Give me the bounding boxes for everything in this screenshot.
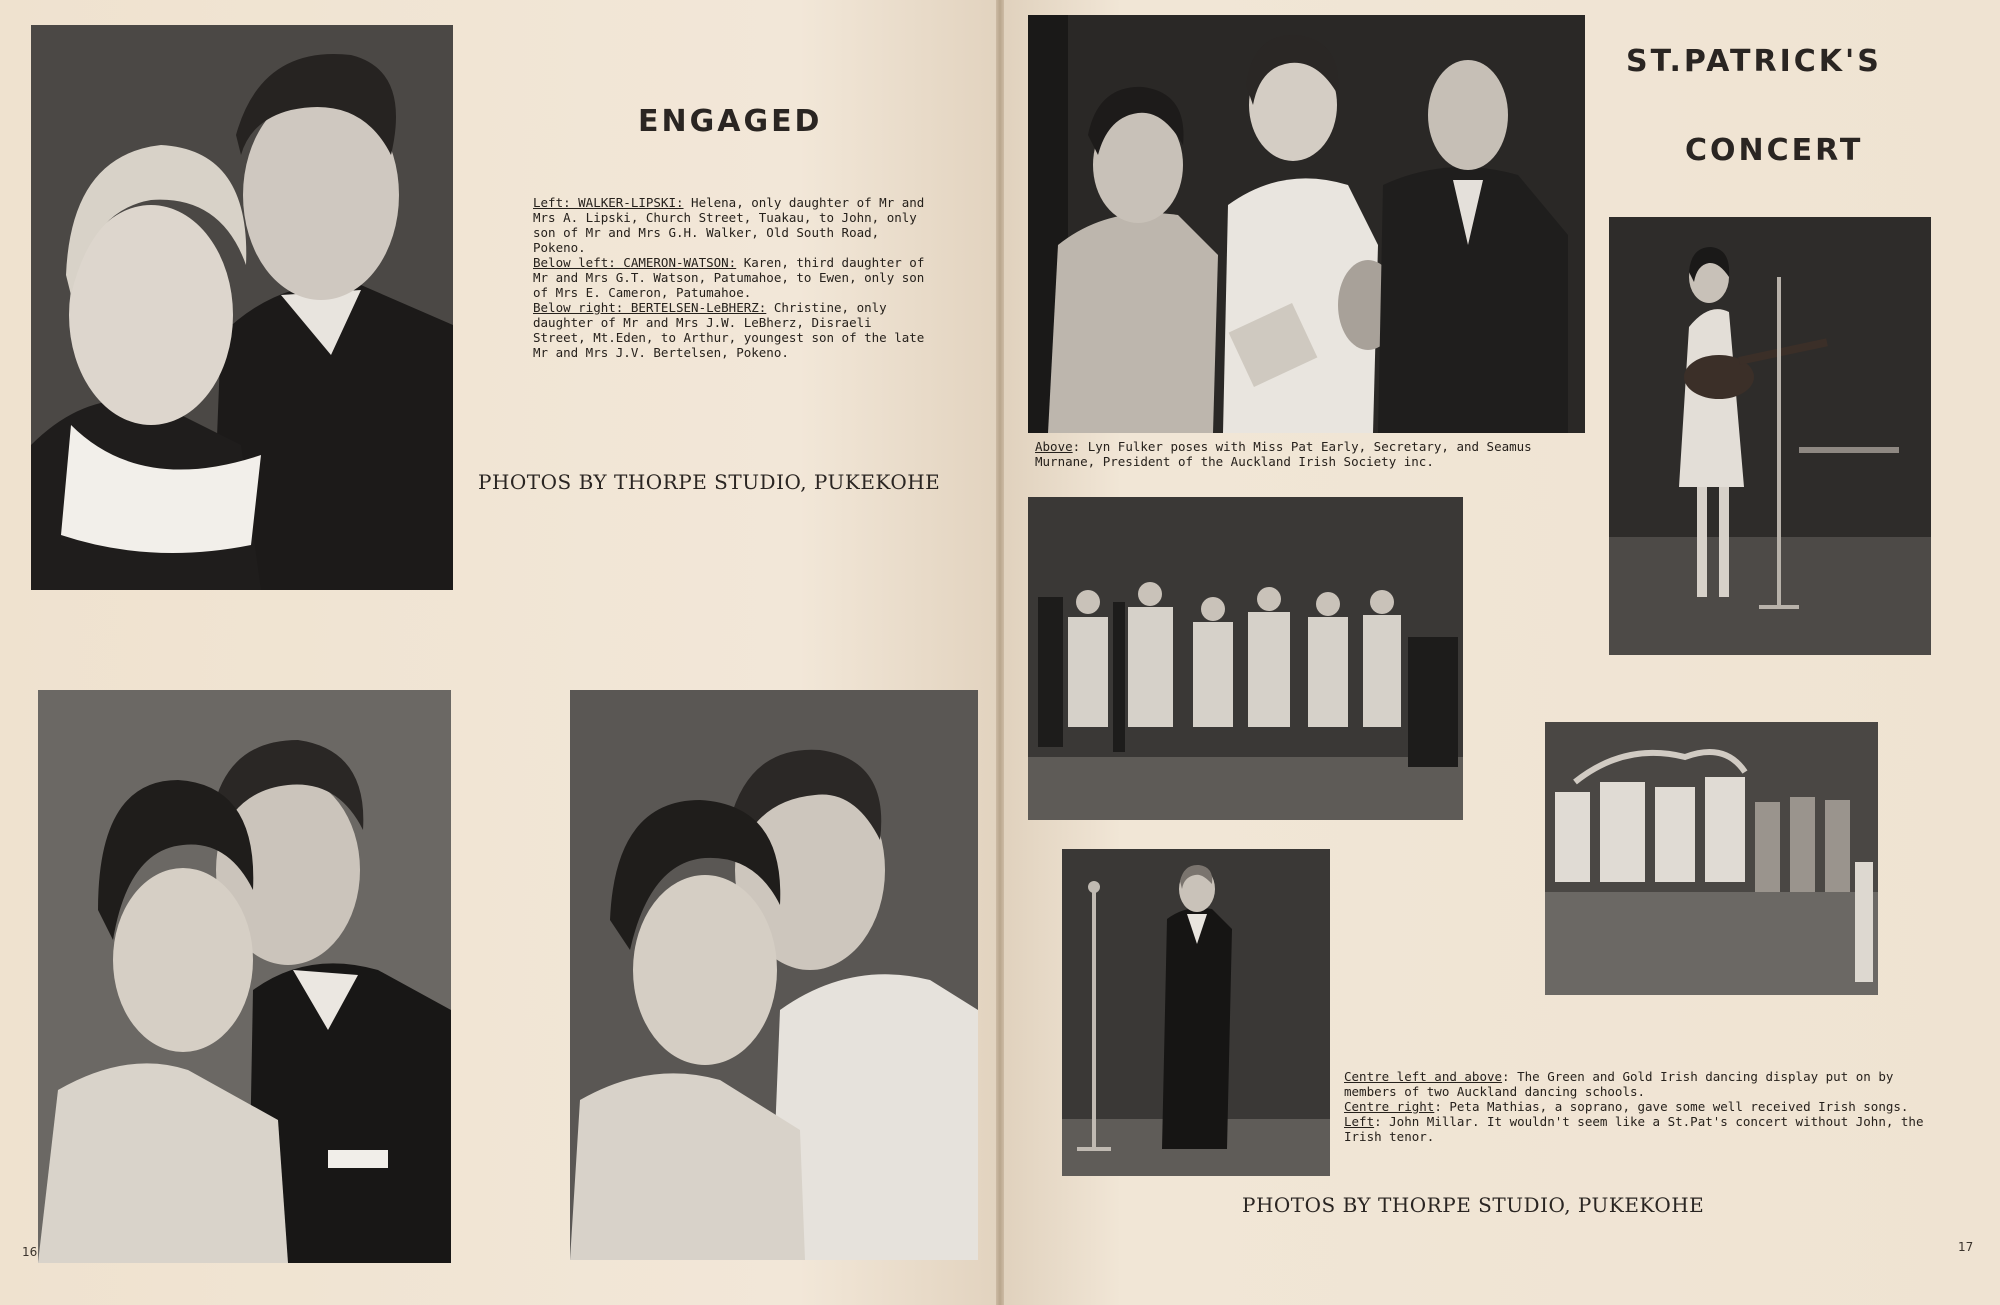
caption-label-above: Above [1035, 439, 1073, 454]
photo-credit-right: PHOTOS BY THORPE STUDIO, PUKEKOHE [1242, 1193, 1705, 1217]
caption-text-walker-lipski: Helena, only daughter of Mr and Mrs A. Lipski, Church Street, Tuakau, to John, only son of Mr and Mrs G.H. Walker, Old South Road, Pokeno. [533, 195, 932, 255]
photo-lyn-fulker-presentation [1028, 15, 1585, 433]
caption-label-bertelsen-lebherz: Below right: BERTELSEN-LeBHERZ: [533, 300, 767, 315]
photo-peta-mathias-guitar [1609, 217, 1931, 655]
photo-dancers-circle [1545, 722, 1878, 995]
caption-text-cameron-watson: Karen, third daughter of Mr and Mrs G.T. Watson, Patumahoe, to Ewen, only son of Mrs E. Cameron, Patumahoe. [533, 255, 932, 300]
caption-label-cameron-watson: Below left: CAMERON-WATSON: [533, 255, 737, 270]
caption-label-walker-lipski: Left: WALKER-LIPSKI: [533, 195, 684, 210]
engagement-photo-bertelsen-lebherz [570, 690, 978, 1260]
concert-caption [1344, 1069, 1950, 1144]
caption-label-centre-right: Centre right [1344, 1099, 1435, 1114]
caption-label-left: Left [1344, 1114, 1375, 1129]
st-patricks-heading: ST.PATRICK'S [1626, 44, 1882, 79]
presentation-caption [1035, 439, 1575, 469]
photo-john-millar-tenor [1062, 849, 1330, 1176]
concert-heading: CONCERT [1685, 133, 1864, 168]
caption-text-left: : John Millar. It wouldn't seem like a St.Pat's concert without John, the Irish tenor. [1344, 1114, 1932, 1144]
caption-text-above: : Lyn Fulker poses with Miss Pat Early, Secretary, and Seamus Murnane, President of the Auckland Irish Society inc. [1035, 439, 1540, 469]
page-number-left: 16 [22, 1245, 38, 1259]
caption-text-centre-right: : Peta Mathias, a soprano, gave some well received Irish songs. [1434, 1099, 1909, 1114]
caption-label-centre-left: Centre left and above [1344, 1069, 1503, 1084]
page-number-right: 17 [1958, 1240, 1974, 1254]
engagement-photo-cameron-watson [38, 690, 451, 1263]
engaged-heading: ENGAGED [638, 104, 823, 139]
engagement-photo-walker-lipski [31, 25, 453, 590]
engagement-caption [533, 195, 932, 360]
photo-irish-dancing-display [1028, 497, 1463, 820]
photo-credit-left: PHOTOS BY THORPE STUDIO, PUKEKOHE [478, 470, 941, 494]
page-gutter [996, 0, 1004, 1305]
caption-text-bertelsen-lebherz: Christine, only daughter of Mr and Mrs J.W. LeBherz, Disraeli Street, Mt.Eden, to Arthur, youngest son of the late Mr and Mrs J.V. Bertelsen, Pokeno. [533, 300, 932, 360]
caption-text-centre-left: : The Green and Gold Irish dancing display put on by members of two Auckland dancing schools. [1344, 1069, 1901, 1099]
